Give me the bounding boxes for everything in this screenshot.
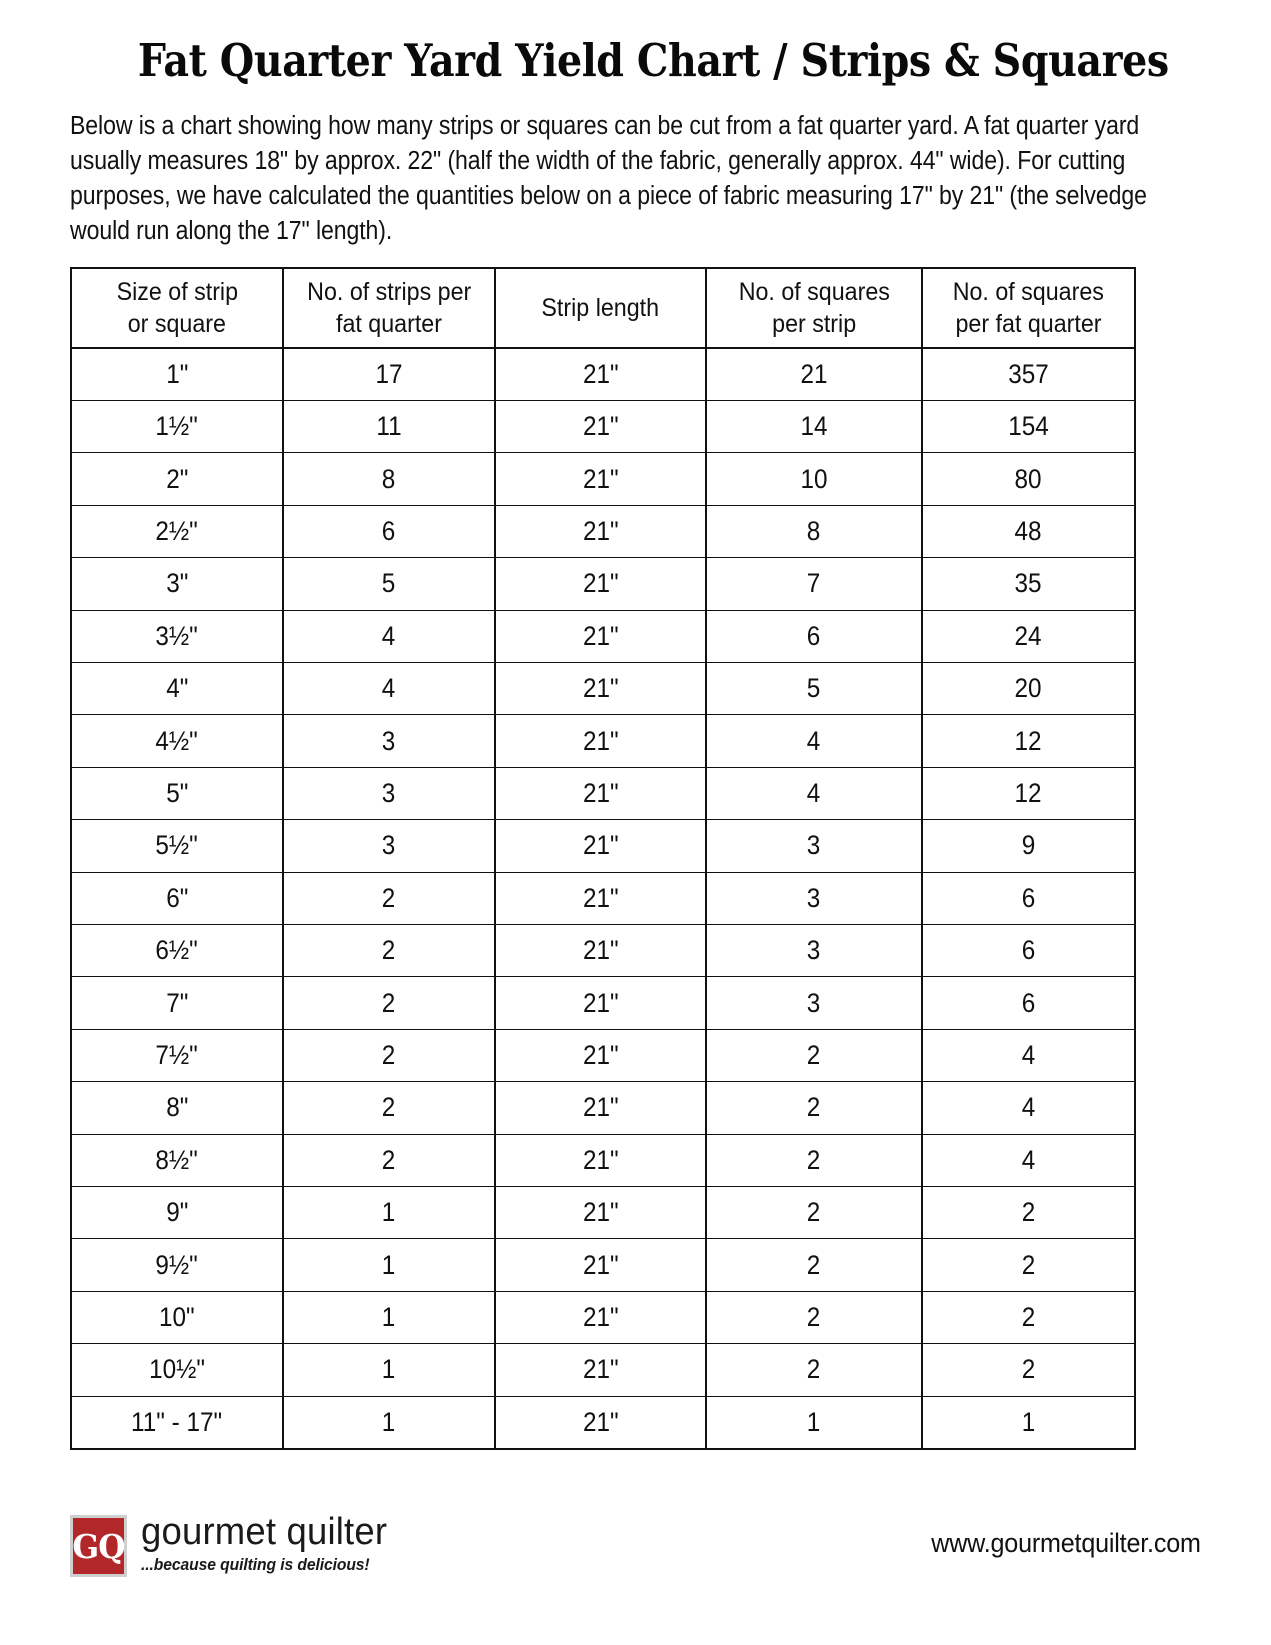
table-cell	[706, 663, 922, 715]
table-cell	[922, 1134, 1135, 1186]
cell-value: 9½"	[155, 1249, 199, 1280]
table-cell	[495, 610, 706, 662]
table-cell	[706, 1396, 922, 1449]
table-cell	[706, 820, 922, 872]
column-header-squares-per-strip	[706, 268, 922, 348]
table-row	[71, 1239, 1135, 1291]
header-line-1: Strip length	[541, 293, 660, 322]
cell-value: 1½"	[155, 411, 199, 442]
table-cell	[71, 453, 283, 505]
table-cell	[71, 610, 283, 662]
table-cell	[706, 767, 922, 819]
cell-value: 6	[382, 516, 396, 547]
table-cell	[495, 1396, 706, 1449]
cell-value: 357	[1008, 358, 1049, 389]
table-cell	[495, 505, 706, 557]
cell-value: 21"	[582, 725, 619, 756]
table-cell	[495, 924, 706, 976]
table-cell	[71, 767, 283, 819]
table-cell	[283, 1239, 495, 1291]
table-cell	[706, 401, 922, 453]
cell-value: 5"	[165, 778, 189, 808]
table-cell	[495, 1239, 706, 1291]
cell-value: 35	[1014, 568, 1043, 599]
table-row	[71, 977, 1135, 1029]
cell-value: 21"	[582, 935, 619, 966]
cell-value: 154	[1008, 411, 1049, 442]
table-cell	[922, 348, 1135, 401]
table-row	[71, 505, 1135, 557]
cell-value: 4	[1021, 1144, 1036, 1175]
cell-value: 4½"	[155, 725, 199, 756]
cell-value: 5	[382, 568, 396, 599]
table-cell	[283, 820, 495, 872]
cell-value: 2	[382, 1039, 396, 1070]
table-cell	[495, 767, 706, 819]
table-row	[71, 715, 1135, 767]
table-cell	[495, 1344, 706, 1396]
cell-value: 1	[382, 1197, 396, 1228]
header-line-2: or square	[127, 309, 227, 338]
header-line-2: fat quarter	[336, 309, 442, 338]
table-cell	[283, 348, 495, 401]
table-cell	[71, 558, 283, 610]
table-cell	[283, 1291, 495, 1343]
table-cell	[922, 610, 1135, 662]
cell-value: 4	[382, 673, 396, 704]
table-cell	[922, 715, 1135, 767]
cell-value: 4	[382, 620, 396, 651]
cell-value: 21"	[582, 830, 619, 861]
cell-value: 8	[807, 516, 821, 547]
cell-value: 21"	[582, 358, 619, 389]
cell-value: 2	[382, 882, 396, 913]
table-cell	[922, 1291, 1135, 1343]
cell-value: 21"	[582, 1092, 619, 1123]
table-cell	[706, 715, 922, 767]
table-cell	[922, 1239, 1135, 1291]
cell-value: 11" - 17"	[131, 1406, 223, 1437]
cell-value: 4"	[165, 673, 189, 704]
table-cell	[71, 1186, 283, 1238]
cell-value: 3	[807, 830, 821, 861]
yield-table	[70, 267, 1136, 1450]
table-cell	[922, 1344, 1135, 1396]
table-cell	[495, 663, 706, 715]
table-cell	[495, 558, 706, 610]
table-cell	[495, 348, 706, 401]
table-cell	[706, 453, 922, 505]
cell-value: 11	[376, 411, 402, 442]
table-cell	[495, 1186, 706, 1238]
cell-value: 7	[807, 568, 821, 599]
table-cell	[495, 977, 706, 1029]
logo-initials: GQ	[72, 1526, 125, 1566]
cell-value: 4	[1021, 1039, 1036, 1070]
cell-value: 7½"	[155, 1039, 199, 1070]
cell-value: 2	[1021, 1197, 1036, 1228]
header-line-1: No. of strips per	[306, 277, 472, 306]
table-cell	[495, 453, 706, 505]
header-line-1: No. of squares	[738, 277, 890, 306]
table-cell	[283, 1029, 495, 1081]
table-cell	[283, 1186, 495, 1238]
cell-value: 2	[1021, 1354, 1036, 1385]
cell-value: 14	[800, 411, 828, 442]
table-cell	[283, 872, 495, 924]
table-cell	[495, 1029, 706, 1081]
cell-value: 2	[807, 1092, 821, 1123]
column-header-strips-per-fq	[283, 268, 495, 348]
table-cell	[495, 1134, 706, 1186]
table-header	[71, 268, 1135, 348]
header-line-2: per strip	[772, 309, 856, 338]
cell-value: 10"	[159, 1301, 195, 1332]
table-body	[71, 348, 1135, 1449]
table-row	[71, 872, 1135, 924]
table-cell	[71, 715, 283, 767]
cell-value: 21"	[582, 463, 619, 494]
table-cell	[495, 1082, 706, 1134]
table-cell	[706, 1029, 922, 1081]
cell-value: 5½"	[155, 830, 199, 861]
cell-value: 2	[1021, 1249, 1036, 1280]
table-cell	[71, 1082, 283, 1134]
cell-value: 7"	[165, 987, 189, 1018]
table-cell	[706, 1291, 922, 1343]
brand-tagline: ...because quilting is delicious!	[141, 1556, 370, 1574]
table-cell	[706, 1186, 922, 1238]
table-cell	[922, 1396, 1135, 1449]
cell-value: 2	[382, 987, 396, 1018]
table-row	[71, 348, 1135, 401]
cell-value: 21"	[582, 568, 619, 599]
cell-value: 12	[1014, 725, 1043, 756]
table-cell	[71, 924, 283, 976]
table-cell	[283, 924, 495, 976]
table-row	[71, 924, 1135, 976]
cell-value: 2	[807, 1197, 821, 1228]
page-footer	[70, 1507, 1201, 1583]
table-row	[71, 1186, 1135, 1238]
cell-value: 1	[382, 1406, 396, 1437]
cell-value: 21"	[582, 1249, 619, 1280]
cell-value: 2	[807, 1301, 821, 1332]
column-header-size	[71, 268, 283, 348]
table-row	[71, 767, 1135, 819]
table-cell	[283, 558, 495, 610]
cell-value: 21"	[582, 1301, 619, 1332]
cell-value: 9	[1021, 830, 1036, 861]
table-cell	[922, 401, 1135, 453]
cell-value: 21"	[582, 1144, 619, 1175]
table-cell	[71, 820, 283, 872]
cell-value: 4	[807, 725, 821, 756]
cell-value: 3"	[165, 568, 189, 599]
table-cell	[706, 610, 922, 662]
table-row	[71, 558, 1135, 610]
table-cell	[706, 1344, 922, 1396]
table-cell	[495, 820, 706, 872]
table-cell	[706, 1134, 922, 1186]
cell-value: 4	[1021, 1092, 1036, 1123]
table-cell	[71, 663, 283, 715]
cell-value: 3½"	[155, 620, 199, 651]
header-line-2: per fat quarter	[955, 309, 1102, 338]
cell-value: 1	[382, 1249, 396, 1280]
cell-value: 21"	[582, 987, 619, 1018]
table-cell	[283, 1134, 495, 1186]
table-cell	[283, 1082, 495, 1134]
table-cell	[706, 924, 922, 976]
cell-value: 24	[1014, 620, 1043, 651]
table-cell	[922, 767, 1135, 819]
table-cell	[922, 820, 1135, 872]
cell-value: 6	[807, 620, 821, 651]
table-cell	[706, 505, 922, 557]
cell-value: 21"	[582, 778, 619, 808]
table-cell	[71, 1134, 283, 1186]
table-cell	[283, 715, 495, 767]
table-cell	[922, 1082, 1135, 1134]
table-row	[71, 401, 1135, 453]
cell-value: 8½"	[155, 1144, 199, 1175]
cell-value: 10	[800, 463, 828, 494]
table-cell	[922, 924, 1135, 976]
cell-value: 21"	[582, 1406, 619, 1437]
header-line-1: Size of strip	[116, 277, 238, 306]
table-row	[71, 1344, 1135, 1396]
cell-value: 3	[807, 987, 821, 1018]
table-row	[71, 820, 1135, 872]
table-cell	[283, 1344, 495, 1396]
table-cell	[71, 1239, 283, 1291]
cell-value: 9"	[165, 1197, 189, 1228]
table-cell	[283, 663, 495, 715]
table-row	[71, 1134, 1135, 1186]
table-cell	[283, 767, 495, 819]
cell-value: 3	[382, 778, 396, 808]
cell-value: 1	[807, 1406, 821, 1437]
table-cell	[71, 1029, 283, 1081]
cell-value: 21"	[582, 673, 619, 704]
cell-value: 48	[1014, 516, 1043, 547]
table-cell	[71, 1291, 283, 1343]
table-cell	[283, 453, 495, 505]
table-cell	[922, 505, 1135, 557]
table-cell	[706, 1082, 922, 1134]
table-row	[71, 1082, 1135, 1134]
table-cell	[283, 977, 495, 1029]
cell-value: 1	[382, 1354, 396, 1385]
cell-value: 2½"	[155, 516, 199, 547]
table-row	[71, 663, 1135, 715]
table-row	[71, 1396, 1135, 1449]
cell-value: 3	[807, 935, 821, 966]
cell-value: 2	[382, 1144, 396, 1175]
cell-value: 3	[807, 882, 821, 913]
table-cell	[71, 401, 283, 453]
cell-value: 6	[1021, 987, 1036, 1018]
table-cell	[495, 715, 706, 767]
brand-name: gourmet quilter	[141, 1511, 388, 1553]
cell-value: 2	[382, 1092, 396, 1123]
table-row	[71, 610, 1135, 662]
gourmet-quilter-logo-icon	[70, 1515, 127, 1577]
intro-paragraph: Below is a chart showing how many strips or squares can be cut from a fat quarter yard. A fat quarter yard usually measures 18" by approx. 22" (half the width of the fabric, generally approx. 44" wide). For cutting purposes, we have calculated the quantities below on a piece of fabric measuring 17" by 21" (the selvedge would run along the 17" length).	[70, 112, 1147, 245]
cell-value: 21"	[582, 882, 619, 913]
cell-value: 1"	[165, 358, 189, 389]
table-cell	[495, 1291, 706, 1343]
cell-value: 2	[807, 1144, 821, 1175]
cell-value: 12	[1014, 778, 1043, 808]
table-cell	[922, 872, 1135, 924]
table-cell	[706, 872, 922, 924]
cell-value: 2	[807, 1039, 821, 1070]
table-cell	[71, 1344, 283, 1396]
cell-value: 2	[1021, 1301, 1036, 1332]
table-cell	[706, 348, 922, 401]
cell-value: 21"	[582, 411, 619, 442]
table-cell	[922, 1186, 1135, 1238]
table-cell	[706, 558, 922, 610]
header-line-1: No. of squares	[952, 277, 1105, 306]
cell-value: 2	[382, 935, 396, 966]
cell-value: 6	[1021, 935, 1036, 966]
cell-value: 21"	[582, 516, 619, 547]
website-url: www.gourmetquilter.com	[931, 1527, 1201, 1558]
table-cell	[283, 610, 495, 662]
cell-value: 2	[807, 1354, 821, 1385]
table-cell	[71, 505, 283, 557]
table-cell	[495, 401, 706, 453]
cell-value: 80	[1014, 463, 1043, 494]
table-row	[71, 1291, 1135, 1343]
table-cell	[495, 872, 706, 924]
yield-chart-container	[70, 267, 1201, 1450]
table-cell	[922, 1029, 1135, 1081]
table-cell	[71, 1396, 283, 1449]
table-cell	[283, 505, 495, 557]
cell-value: 6"	[165, 882, 189, 913]
cell-value: 3	[382, 725, 396, 756]
cell-value: 4	[807, 778, 821, 808]
cell-value: 21"	[582, 1197, 619, 1228]
table-cell	[706, 1239, 922, 1291]
cell-value: 3	[382, 830, 396, 861]
cell-value: 10½"	[149, 1354, 205, 1385]
table-row	[71, 453, 1135, 505]
cell-value: 21"	[582, 1354, 619, 1385]
cell-value: 2"	[165, 463, 189, 494]
cell-value: 6½"	[155, 935, 199, 966]
cell-value: 17	[375, 358, 403, 389]
table-cell	[283, 1396, 495, 1449]
brand-text-block	[141, 1513, 397, 1575]
cell-value: 8"	[165, 1092, 189, 1123]
table-cell	[922, 663, 1135, 715]
brand-lockup	[70, 1513, 397, 1577]
cell-value: 6	[1021, 882, 1036, 913]
cell-value: 5	[807, 673, 821, 704]
cell-value: 2	[807, 1249, 821, 1280]
table-cell	[922, 558, 1135, 610]
cell-value: 21	[800, 358, 828, 389]
cell-value: 21"	[582, 620, 619, 651]
cell-value: 1	[382, 1301, 396, 1332]
cell-value: 21"	[582, 1039, 619, 1070]
page-title: Fat Quarter Yard Yield Chart / Strips & Squares	[137, 34, 1169, 87]
table-cell	[283, 401, 495, 453]
cell-value: 1	[1021, 1406, 1036, 1437]
cell-value: 20	[1014, 673, 1043, 704]
table-cell	[71, 348, 283, 401]
table-cell	[922, 453, 1135, 505]
cell-value: 8	[382, 463, 396, 494]
column-header-squares-per-fq	[922, 268, 1135, 348]
header-row	[71, 268, 1135, 348]
table-cell	[922, 977, 1135, 1029]
column-header-strip-length	[495, 268, 706, 348]
table-row	[71, 1029, 1135, 1081]
table-cell	[71, 872, 283, 924]
table-cell	[71, 977, 283, 1029]
table-cell	[706, 977, 922, 1029]
